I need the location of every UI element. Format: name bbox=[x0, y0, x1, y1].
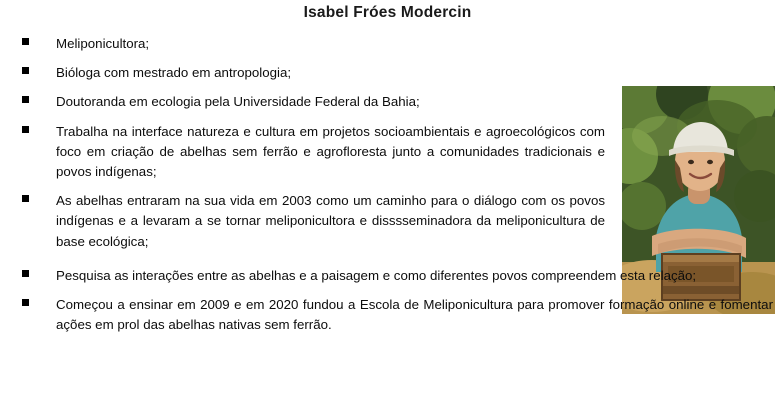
list-item bbox=[10, 266, 773, 286]
list-item bbox=[10, 191, 773, 252]
list-item bbox=[10, 122, 773, 183]
list-item bbox=[10, 34, 773, 54]
list-item bbox=[10, 295, 773, 335]
document-body bbox=[0, 34, 781, 336]
list-item bbox=[10, 63, 773, 83]
bullet-marker-icon bbox=[22, 38, 29, 45]
list-item-text: Bióloga com mestrado em antropologia; bbox=[56, 65, 292, 81]
bullet-marker-icon bbox=[22, 67, 29, 74]
list-item-text: Meliponicultora; bbox=[56, 36, 150, 51]
bullet-marker-icon bbox=[22, 270, 29, 277]
bullet-marker-icon bbox=[22, 126, 29, 133]
bullet-marker-icon bbox=[22, 195, 29, 202]
list-item-text: Trabalha na interface natureza e cultura em projetos socioambientais e agroecológicos com foco em criação de abelhas sem ferrão e agrofloresta junto a comunidades tradicionais e povos indígenas; bbox=[56, 123, 605, 180]
list-item-text: Doutoranda em ecologia pela Universidade Federal da Bahia; bbox=[56, 94, 420, 110]
list-item-text: Começou a ensinar em 2009 e em 2020 fundou a Escola de Meliponicultura para promover formação online e fomentar ações em prol das abelhas nativas sem ferrão. bbox=[56, 297, 773, 333]
bullet-marker-icon bbox=[22, 96, 29, 103]
list-item-text: Pesquisa as interações entre as abelhas e a paisagem e como diferentes povos compreendem esta relação; bbox=[56, 268, 697, 283]
bullet-marker-icon bbox=[22, 299, 29, 306]
page-title: Isabel Fróes Modercin bbox=[303, 4, 472, 21]
list-item-text: As abelhas entraram na sua vida em 2003 como um caminho para o diálogo com os povos indígenas e a levaram a se tornar meliponicultora e disssseminadora da meliponicultura de base ecológica; bbox=[56, 193, 605, 249]
list-item bbox=[10, 92, 773, 112]
